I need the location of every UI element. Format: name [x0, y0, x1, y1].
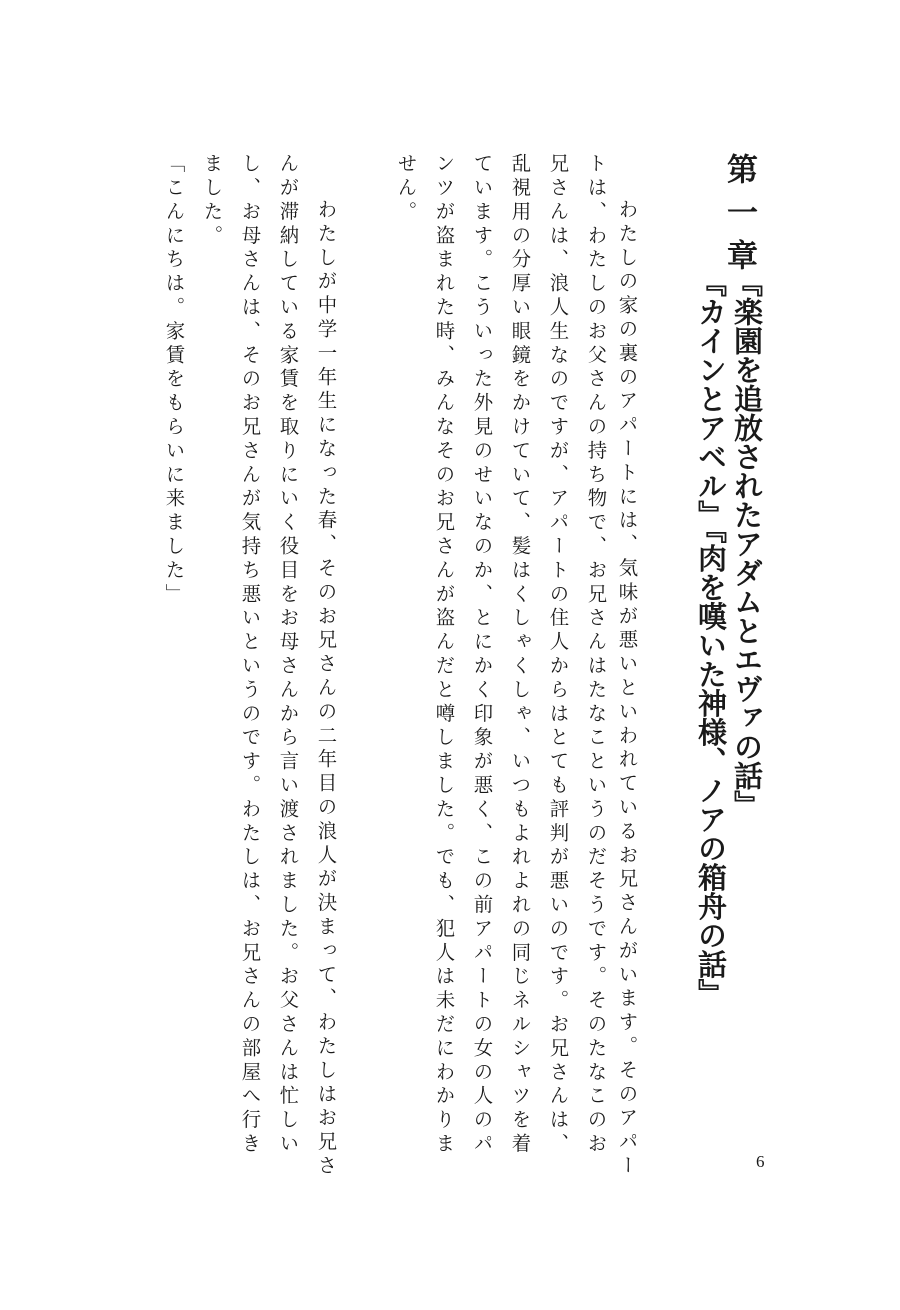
page-number: 6: [756, 1152, 765, 1171]
dialogue-line: 「こんにちは。家賃をもらいに来ました」: [162, 153, 186, 608]
chapter-heading: 第一章: [721, 153, 757, 282]
body-text-line: 兄さんは、浪人生なのですが、アパートの住人からはとても評判が悪いのです。お兄さんは、: [546, 153, 570, 1157]
body-text-line: 乱視用の分厚い眼鏡をかけていて、髪はくしゃくしゃ、いつもよれよれの同じネルシャツを着: [508, 153, 532, 1157]
body-text-line: せん。: [394, 153, 418, 225]
body-text-line: し、お母さんは、そのお兄さんが気持ち悪いというのです。わたしは、お兄さんの部屋へ行き: [238, 153, 262, 1157]
body-text-line: わたしが中学一年生になった春、そのお兄さんの二年目の浪人が決まって、わたしはお兄さ: [314, 175, 338, 1179]
chapter-title-line-1: 『楽園を追放されたアダムとエヴァの話』: [730, 268, 764, 819]
chapter-title-line-2: 『カインとアベル』『肉を嘆いた神様、ノアの箱舟の話』: [694, 268, 728, 1008]
body-text-line: ました。: [200, 153, 224, 249]
body-text-line: んが滞納している家賃を取りにいく役目をお母さんから言い渡されました。お父さんは忙しい: [276, 153, 300, 1157]
body-text-line: ンツが盗まれた時、みんなそのお兄さんが盗んだと噂しました。でも、犯人は未だにわかりま: [432, 153, 456, 1157]
body-text-line: トは、わたしのお父さんの持ち物で、お兄さんはたなこというのだそうです。そのたなこのお: [584, 153, 608, 1157]
body-text-line: ています。こういった外見のせいなのか、とにかく印象が悪く、この前アパートの女の人のパ: [470, 153, 494, 1157]
body-text-line: わたしの家の裏のアパートには、気味が悪いといわれているお兄さんがいます。そのアパー: [615, 175, 639, 1179]
